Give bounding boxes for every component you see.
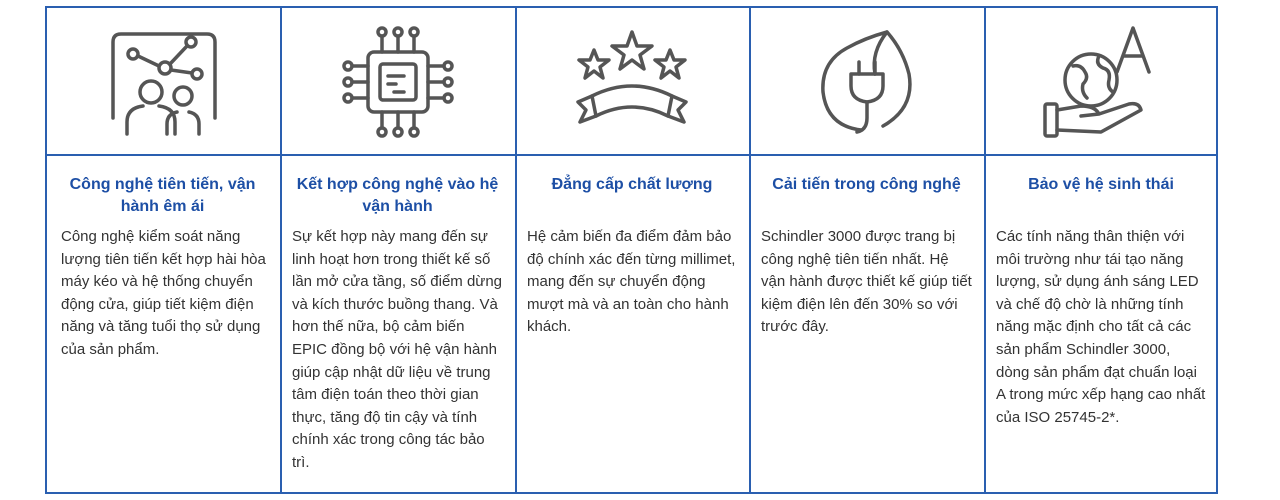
icon-cell <box>45 6 280 156</box>
feature-description: Sự kết hợp này mang đến sự linh hoạt hơn trong thiết kế số lần mở cửa tầng, số điểm dừng và kích thước buồng thang. Và hơn thế nữa, bộ cảm biến EPIC đồng bộ với hệ vận hành giúp cập nhật dữ liệu về trung tâm điện toán theo thời gian thực, tăng độ tin cậy và tính chính xác trong công tác bảo trì. <box>292 228 503 471</box>
icon-cell <box>749 6 984 156</box>
leaf-plug-icon <box>807 22 927 142</box>
feature-title: Công nghệ tiên tiến, vận hành êm ái <box>69 176 256 215</box>
feature-title: Bảo vệ hệ sinh thái <box>1028 176 1174 193</box>
table-bottom-border <box>45 492 1218 494</box>
feature-card-integration <box>280 6 515 494</box>
icon-cell <box>515 6 749 156</box>
feature-description: Công nghệ kiểm soát năng lượng tiên tiến kết hợp hài hòa máy kéo và hệ thống chuyển động cửa, giúp tiết kiệm điện năng và tăng tuổi thọ sử dụng của sản phẩm. <box>61 228 266 358</box>
feature-title: Đẳng cấp chất lượng <box>551 176 713 193</box>
feature-description: Schindler 3000 được trang bị công nghệ tiên tiến nhất. Hệ vận hành được thiết kế giúp tiết kiệm điện lên đến 30% so với trước đây. <box>761 228 972 336</box>
network-people-icon <box>103 22 223 142</box>
feature-card-innovation <box>749 6 984 494</box>
icon-cell <box>984 6 1218 156</box>
icon-cell <box>280 6 515 156</box>
feature-card-advanced-technology <box>45 6 280 494</box>
feature-title: Kết hợp công nghệ vào hệ vận hành <box>296 176 499 215</box>
feature-card-quality <box>515 6 749 494</box>
stars-ribbon-icon <box>572 22 692 142</box>
feature-description: Các tính năng thân thiện với môi trường như tái tạo năng lượng, sử dụng ánh sáng LED và chế độ chờ là những tính năng mặc định cho tất cả các sản phẩm Schindler 3000, dòng sản phẩm đạt chuẩn loại A trong mức xếp hạng cao nhất của ISO 25745-2*. <box>996 228 1206 426</box>
feature-table <box>45 6 1218 494</box>
feature-title: Cải tiến trong công nghệ <box>772 176 961 193</box>
feature-description: Hệ cảm biến đa điểm đảm bảo độ chính xác đến từng millimet, mang đến sự chuyển động mượt mà và an toàn cho hành khách. <box>527 228 736 336</box>
hand-globe-icon <box>1041 22 1161 142</box>
feature-card-ecosystem <box>984 6 1218 494</box>
chip-icon <box>338 22 458 142</box>
